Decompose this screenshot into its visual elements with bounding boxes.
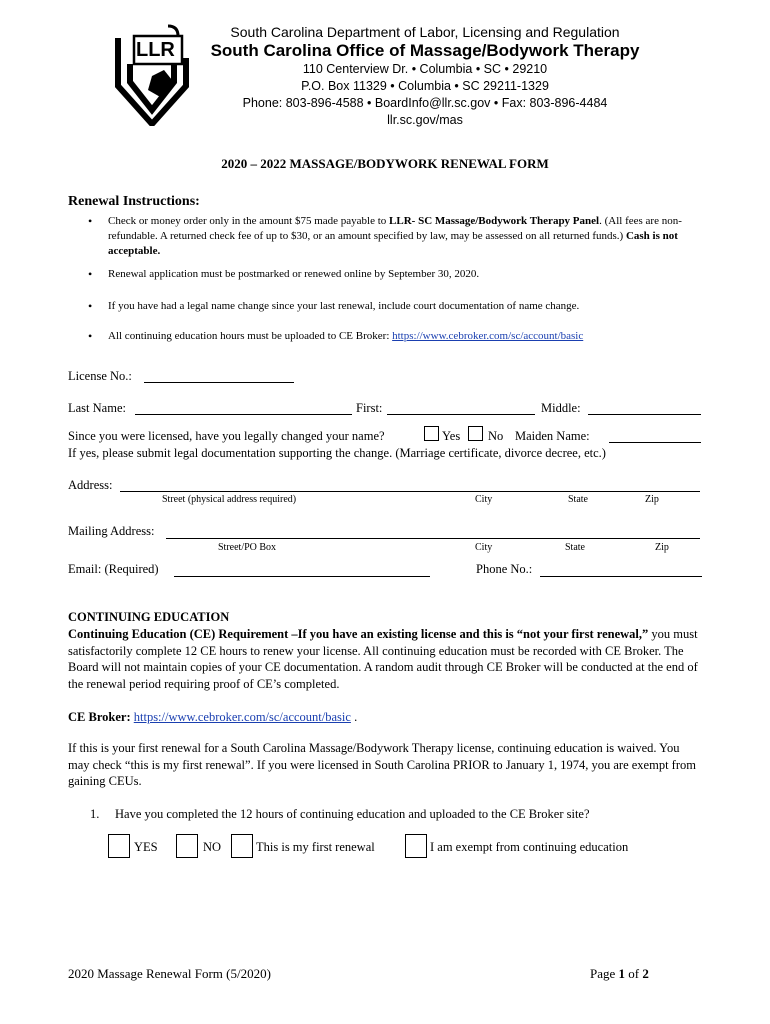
last-name-label: Last Name: — [68, 401, 126, 415]
zip-hint: Zip — [645, 494, 659, 505]
middle-name-field[interactable] — [588, 414, 701, 415]
city-hint: City — [475, 494, 493, 505]
contact-line: Phone: 803-896-4588 • BoardInfo@llr.sc.gov • Fax: 803-896-4484 — [242, 96, 608, 110]
address-label: Address: — [68, 478, 113, 492]
bullet: • — [88, 299, 93, 313]
office-name: South Carolina Office of Massage/Bodywork Therapy — [210, 41, 640, 60]
no-label: No — [488, 429, 504, 443]
mailing-city-hint: City — [475, 542, 493, 553]
ce-yes-label: YES — [134, 840, 158, 854]
instruction-deadline: Renewal application must be postmarked or renewed online by September 30, 2020. — [108, 268, 480, 280]
phone-field[interactable] — [540, 576, 702, 577]
instruction-ce-upload: All continuing education hours must be uploaded to CE Broker: https://www.cebroker.com/sc/account/basic — [108, 330, 584, 342]
instruction-payment: Check or money order only in the amount $75 made payable to LLR- SC Massage/Bodywork Therapy Panel. (All fees are non-refundable. A returned check fee of up to $30, or an amount specified by law, may be assessed on all returned funds.) Cash is not acceptable. — [108, 215, 682, 257]
mailing-zip-hint: Zip — [655, 542, 669, 553]
bullet: • — [88, 214, 93, 228]
last-name-field[interactable] — [135, 414, 352, 415]
address-line-2: P.O. Box 11329 • Columbia • SC 29211-1329 — [301, 79, 549, 93]
first-renewal-note: If this is your first renewal for a South Carolina Massage/Bodywork Therapy license, continuing education is waived. You may check “this is my first renewal”. If you were licensed in South Carolina PRIOR to January 1, 1974, you are exempt from gaining CEUs. — [68, 741, 696, 788]
question-number: 1. — [90, 807, 100, 821]
ce-first-renewal-checkbox[interactable] — [231, 834, 253, 858]
phone-label: Phone No.: — [476, 562, 533, 576]
instruction-name-change: If you have had a legal name change since your last renewal, include court documentation of name change. — [108, 300, 580, 312]
ce-heading: CONTINUING EDUCATION — [68, 610, 230, 624]
license-field[interactable] — [144, 382, 294, 383]
maiden-name-label: Maiden Name: — [515, 429, 590, 443]
address-line-1: 110 Centerview Dr. • Columbia • SC • 29210 — [302, 62, 548, 76]
ce-question: Have you completed the 12 hours of continuing education and uploaded to the CE Broker site? — [115, 807, 590, 821]
mailing-address-field[interactable] — [166, 538, 700, 539]
bullet: • — [88, 267, 93, 281]
email-field[interactable] — [174, 576, 430, 577]
email-label: Email: (Required) — [68, 562, 159, 576]
ce-exempt-label: I am exempt from continuing education — [430, 840, 629, 854]
dept-name: South Carolina Department of Labor, Licensing and Regulation — [230, 24, 620, 40]
name-change-yes-checkbox[interactable] — [424, 426, 439, 441]
first-name-label: First: — [356, 401, 383, 415]
ce-requirement: Continuing Education (CE) Requirement –If you have an existing license and this is “not your first renewal,” you must satisfactorily complete 12 CE hours to renew your license. All continuing education must be recorded with CE Broker. The Board will not maintain copies of your CE documentation. A random audit through CE Broker will be conducted at the end of the renewal period requiring proof of CE’s completed. — [68, 627, 698, 691]
instructions-heading: Renewal Instructions: — [68, 194, 200, 209]
yes-label: Yes — [442, 429, 461, 443]
cebroker-link[interactable]: https://www.cebroker.com/sc/account/basic — [392, 330, 584, 342]
ce-yes-checkbox[interactable] — [108, 834, 130, 858]
form-title: 2020 – 2022 MASSAGE/BODYWORK RENEWAL FORM — [221, 156, 549, 171]
first-name-field[interactable] — [387, 414, 535, 415]
street-po-hint: Street/PO Box — [218, 542, 277, 553]
name-change-no-checkbox[interactable] — [468, 426, 483, 441]
mailing-state-hint: State — [565, 542, 585, 553]
ce-no-label: NO — [203, 840, 222, 854]
name-change-note: If yes, please submit legal documentation supporting the change. (Marriage certificate, divorce decree, etc.) — [68, 446, 606, 460]
ce-no-checkbox[interactable] — [176, 834, 198, 858]
maiden-name-field[interactable] — [609, 442, 701, 443]
website: llr.sc.gov/mas — [387, 113, 463, 127]
ce-broker-line: CE Broker: https://www.cebroker.com/sc/account/basic . — [68, 710, 358, 724]
license-label: License No.: — [68, 369, 132, 383]
footer-page-number: Page 1 of 2 — [590, 966, 649, 981]
ce-broker-link[interactable]: https://www.cebroker.com/sc/account/basic — [133, 710, 351, 724]
logo-text: LLR — [136, 39, 175, 61]
state-hint: State — [568, 494, 588, 505]
name-change-question: Since you were licensed, have you legally changed your name? — [68, 429, 385, 443]
ce-first-renewal-label: This is my first renewal — [256, 840, 375, 854]
middle-name-label: Middle: — [541, 401, 581, 415]
address-field[interactable] — [120, 491, 700, 492]
footer-form-id: 2020 Massage Renewal Form (5/2020) — [68, 966, 271, 981]
ce-exempt-checkbox[interactable] — [405, 834, 427, 858]
street-hint: Street (physical address required) — [162, 494, 297, 505]
mailing-address-label: Mailing Address: — [68, 524, 155, 538]
bullet: • — [88, 329, 93, 343]
